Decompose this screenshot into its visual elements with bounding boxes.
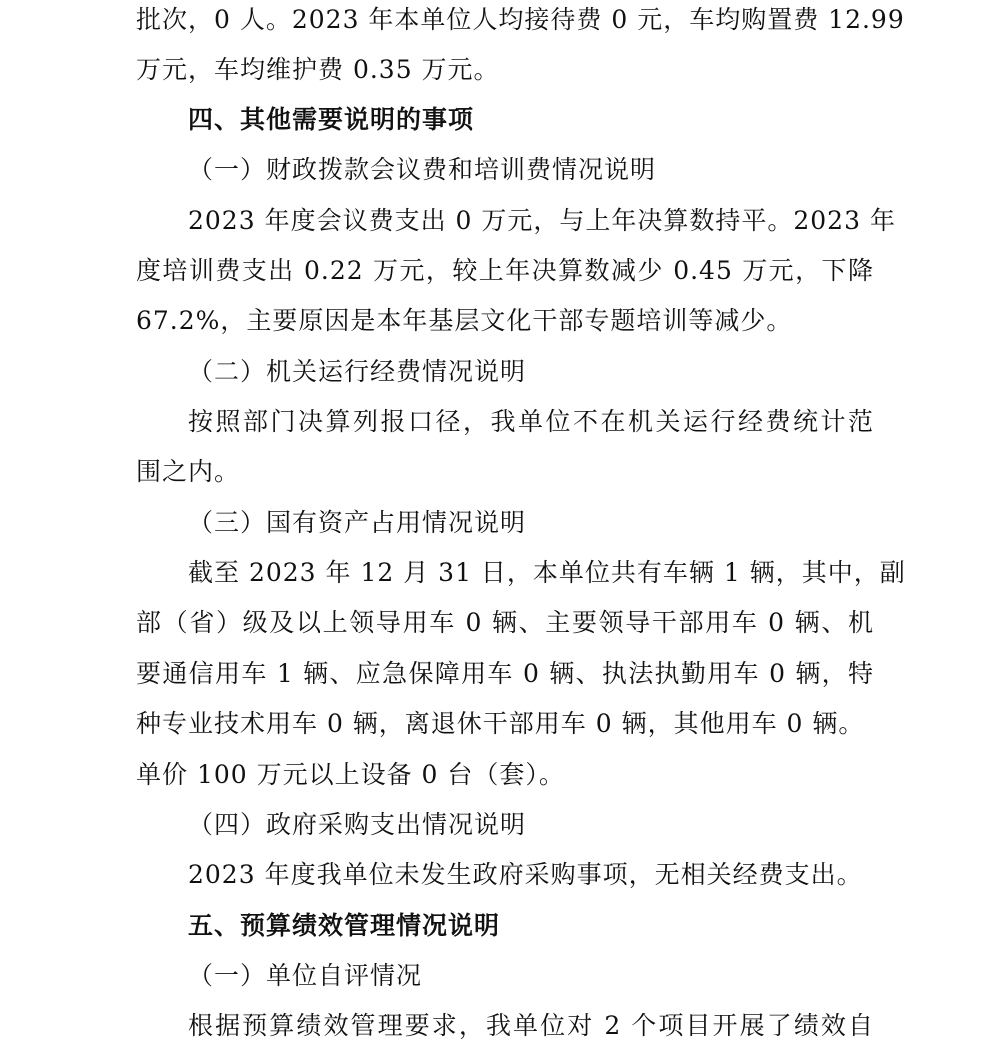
paragraph-line: 批次，0 人。2023 年本单位人均接待费 0 元，车均购置费 12.99 — [136, 5, 905, 34]
paragraph-line: 2023 年度会议费支出 0 万元，与上年决算数持平。2023 年 — [188, 206, 896, 235]
subsection-heading: （二）机关运行经费情况说明 — [188, 357, 527, 386]
paragraph-line: 截至 2023 年 12 月 31 日，本单位共有车辆 1 辆，其中，副 — [188, 558, 906, 587]
paragraph-line: 围之内。 — [136, 457, 241, 486]
subsection-heading: （一）单位自评情况 — [188, 961, 423, 990]
paragraph-line: 2023 年度我单位未发生政府采购事项，无相关经费支出。 — [188, 860, 863, 889]
paragraph-line: 万元，车均维护费 0.35 万元。 — [136, 55, 500, 84]
subsection-heading: （三）国有资产占用情况说明 — [188, 508, 527, 537]
paragraph-line: 种专业技术用车 0 辆，离退休干部用车 0 辆，其他用车 0 辆。 — [136, 709, 865, 738]
paragraph-line: 单价 100 万元以上设备 0 台（套）。 — [136, 760, 565, 789]
paragraph-line: 要通信用车 1 辆、应急保障用车 0 辆、执法执勤用车 0 辆，特 — [136, 659, 874, 688]
paragraph-line: 部（省）级及以上领导用车 0 辆、主要领导干部用车 0 辆、机 — [136, 608, 874, 637]
section-heading: 四、其他需要说明的事项 — [188, 105, 475, 134]
paragraph-line: 度培训费支出 0.22 万元，较上年决算数减少 0.45 万元，下降 — [136, 256, 874, 285]
paragraph-line: 按照部门决算列报口径，我单位不在机关运行经费统计范 — [188, 407, 874, 436]
paragraph-line: 67.2%，主要原因是本年基层文化干部专题培训等减少。 — [136, 306, 793, 335]
subsection-heading: （四）政府采购支出情况说明 — [188, 810, 527, 839]
section-heading: 五、预算绩效管理情况说明 — [188, 911, 501, 940]
paragraph-line: 根据预算绩效管理要求，我单位对 2 个项目开展了绩效自 — [188, 1011, 874, 1040]
subsection-heading: （一）财政拨款会议费和培训费情况说明 — [188, 155, 657, 184]
